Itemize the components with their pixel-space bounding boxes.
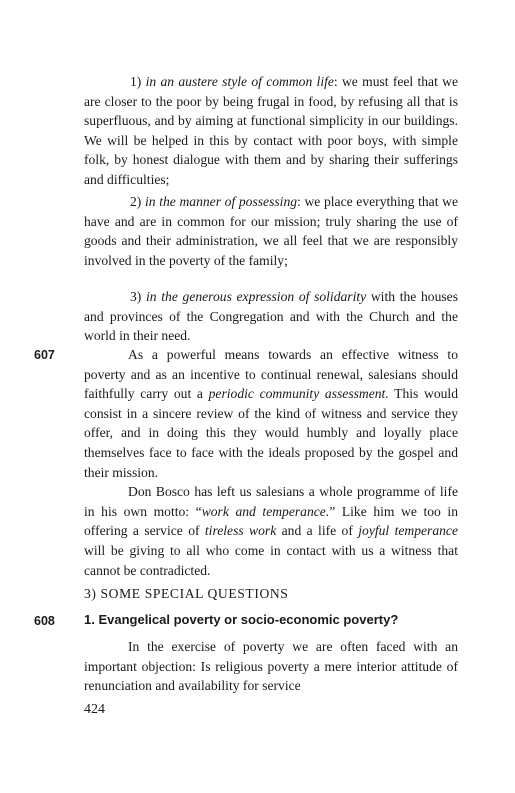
text-run: and a life of (276, 523, 359, 539)
item-number: 1) (130, 74, 142, 89)
emphasis: joyful temperance (358, 523, 458, 539)
item-number: 3) (130, 289, 142, 304)
paragraph-607 (84, 345, 458, 580)
text-run: As a powerful means towards an effective witness to poverty and as an incentive to continual renewal, salesians should faithfully carry out a (84, 347, 458, 402)
list-item-1 (84, 72, 458, 190)
section-heading: 3) SOME SPECIAL QUESTIONS (84, 586, 289, 601)
emphasis: tireless work (204, 523, 277, 539)
page-number: 424 (84, 702, 105, 717)
text-run: Don Bosco has left us salesians a whole programme of life in his own motto: “ (84, 484, 458, 519)
item-emphasis: in the generous expression of solidarity (146, 289, 367, 304)
item-number: 2) (130, 194, 142, 209)
subsection-heading: 1. Evangelical poverty or socio-economic poverty? (84, 612, 399, 627)
text-run: ” Like him we too in offering a service of (84, 503, 458, 539)
emphasis: periodic community assessment. (208, 386, 389, 402)
text-run: This would consist in a sincere review of the kind of witness and service they offer, and in doing this they would humbly and loyally place themselves face to face with the ideals proposed by the gospel and their mission. (84, 386, 459, 480)
list-item-3 (84, 287, 458, 346)
item-text: : we place everything that we have and are in common for our mission; truly sharing the use of goods and their administration, we all feel that we are responsibly involved in the poverty of the family; (84, 194, 458, 268)
paragraph-marker-608: 608 (34, 614, 55, 628)
emphasis: work and temperance. (201, 503, 330, 519)
item-text: with the houses and provinces of the Congregation and with the Church and the world in their need. (84, 289, 458, 344)
paragraph-607-second (84, 482, 458, 580)
text-run: will be giving to all who come in contact with us a witness that cannot be contradicted. (84, 542, 458, 578)
paragraph-607-first (84, 345, 458, 482)
paragraph-608 (84, 637, 458, 696)
paragraph-marker-607: 607 (34, 348, 55, 362)
item-text: : we must feel that we are closer to the poor by being frugal in food, by refusing all that is superfluous, and by aiming at functional simplicity in our buildings. We will be helped in this by contact with poor boys, with simple folk, by honest dialogue with them and by sharing their sufferings and difficulties; (84, 74, 459, 187)
list-item-2 (84, 192, 458, 270)
item-emphasis: in the manner of possessing (144, 194, 298, 209)
paragraph-608-text: In the exercise of poverty we are often faced with an important objection: Is religious poverty a mere interior attitude of renunciation and availability for service (84, 639, 458, 694)
item-emphasis: in an austere style of common life (145, 74, 334, 89)
